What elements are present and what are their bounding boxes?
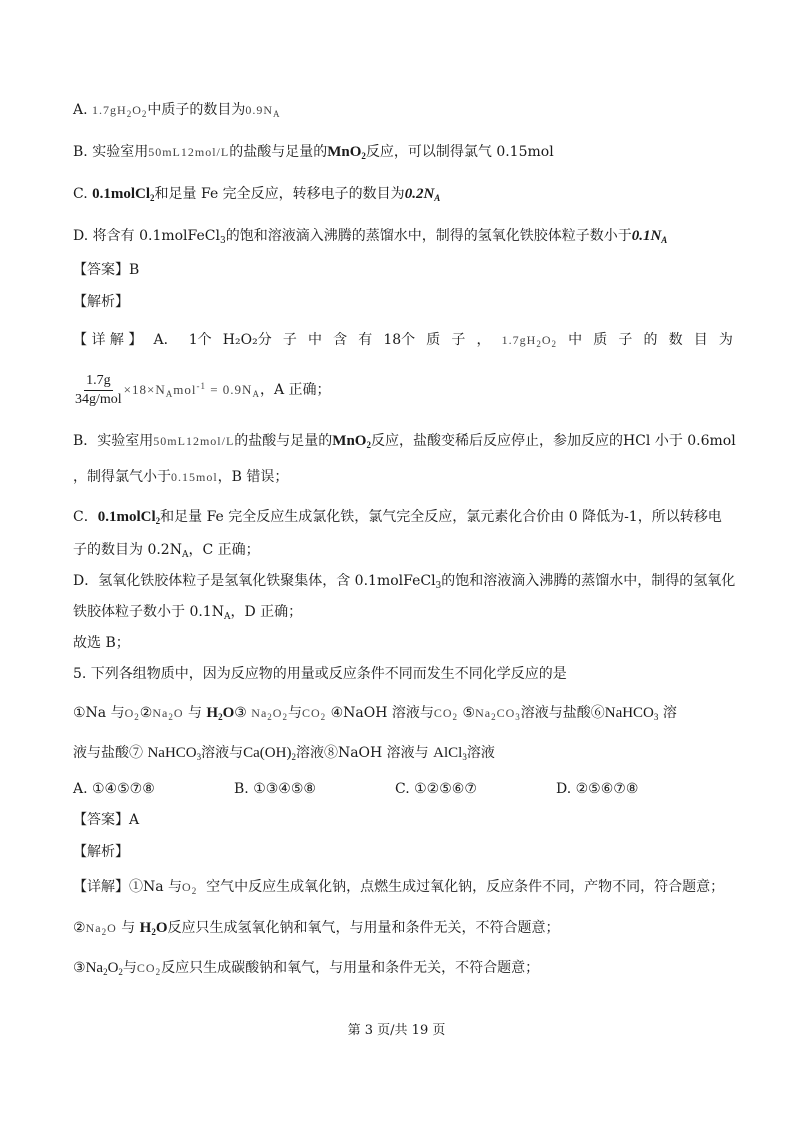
q5-items-line1: ①Na 与$O_2②Na_2O$ 与 $H_2O③$ $Na_2O_2$与$CO_2$ ④NaOH 溶液与$CO_2$ $⑤Na_2CO_3$溶液与盐酸⑥NaHCO$_3$ 溶 [73, 705, 677, 722]
q5-analysis-heading: 【解析】 [73, 844, 129, 860]
q5-stem: 5. 下列各组物质中，因为反应物的用量或反应条件不同而发生不同化学反应的是 [73, 666, 567, 682]
q4-detail-b-line2: ，制得氯气小于0.15mol，B 错误； [73, 469, 289, 485]
q4-detail-d-line2: 铁胶体粒子数小于 $0.1N_A$，D 正确； [73, 604, 303, 622]
q5-option-b: B. ①③④⑤⑧ [234, 781, 316, 797]
fraction: $\frac{1.7g}{\text{34g/mol}}$ [75, 372, 122, 407]
q5-option-a: A. ①④⑤⑦⑧ [73, 781, 155, 797]
q4-detail-b-line1: B．实验室用50mL12mol/L的盐酸与足量的MnO$_2$反应，盐酸变稀后反应停止，参加反应的HCl 小于 0.6mol [73, 433, 736, 450]
q4-option-c: C. 0.1molCl$_2$和足量 Fe 完全反应，转移电子的数目为$0.2N_A$ [73, 186, 441, 203]
q5-answer: 【答案】A [73, 812, 140, 828]
q5-detail-2: $②Na_2O$ 与 $H_2O$反应只生成氢氧化钠和氧气，与用量和条件无关，不符合题意； [73, 920, 560, 937]
q4-detail-a-calc: $\frac{1.7g}{\text{34g/mol}}$ $\times 18\times N_Amol^{-1} = 0.9N_A$，A 正确； [75, 372, 331, 407]
q5-option-c: C. ①②⑤⑥⑦ [395, 781, 477, 797]
q5-detail-1: 【详解】①Na 与$O_2$ 空气中反应生成氧化钠，点燃生成过氧化钠，反应条件不同，产物不同，符合题意； [73, 879, 725, 896]
q4-detail-c-line1: C．0.1molCl$_2$和足量 Fe 完全反应生成氯化铁，氯气完全反应，氯元素化合价由 0 降低为-1，所以转移电 [73, 509, 722, 526]
q5-options [73, 779, 733, 799]
q5-option-d: D. ②⑤⑥⑦⑧ [556, 781, 639, 797]
q4-detail-d-line1: D．氢氧化铁胶体粒子是氢氧化铁聚集体，含 0.1molFeCl$_3$的饱和溶液滴入沸腾的蒸馏水中，制得的氢氧化 [73, 573, 736, 591]
page-footer: 第 3 页/共 19 页 [347, 1023, 446, 1038]
q4-option-d: D. 将含有 0.1molFeCl$_3$的饱和溶液滴入沸腾的蒸馏水中，制得的氢氧化铁胶体粒子数小于$0.1N_A$ [73, 228, 668, 246]
q4-conclusion: 故选 B； [73, 635, 130, 651]
q4-answer: 【答案】B [73, 262, 140, 278]
q5-items-line2: 液与盐酸⑦ NaHCO$_3$溶液与$Ca(OH)_2$溶液⑧NaOH 溶液与 AlCl$_3$溶液 [73, 745, 495, 762]
q5-detail-3: $③Na_2O_2$与$CO_2$反应只生成碳酸钠和氧气，与用量和条件无关，不符合题意； [73, 960, 540, 977]
q4-option-b: B. 实验室用50mL12mol/L的盐酸与足量的MnO$_2$反应，可以制得氯气 0.15mol [73, 144, 554, 161]
q4-detail-a-line1: 【 详 解 】 A． 1个 H₂O₂分 子 中 含 有 18个 质 子 ， $1.7gH_2O_2$ 中 质 子 的 数 目 为 [73, 332, 733, 349]
q4-option-a: A. $1.7gH_2O_2$中质子的数目为$0.9N_A$ [73, 102, 281, 119]
q4-analysis-heading: 【解析】 [73, 294, 129, 310]
q4-detail-c-line2: 子的数目为 $0.2N_A$，C 正确； [73, 542, 260, 560]
